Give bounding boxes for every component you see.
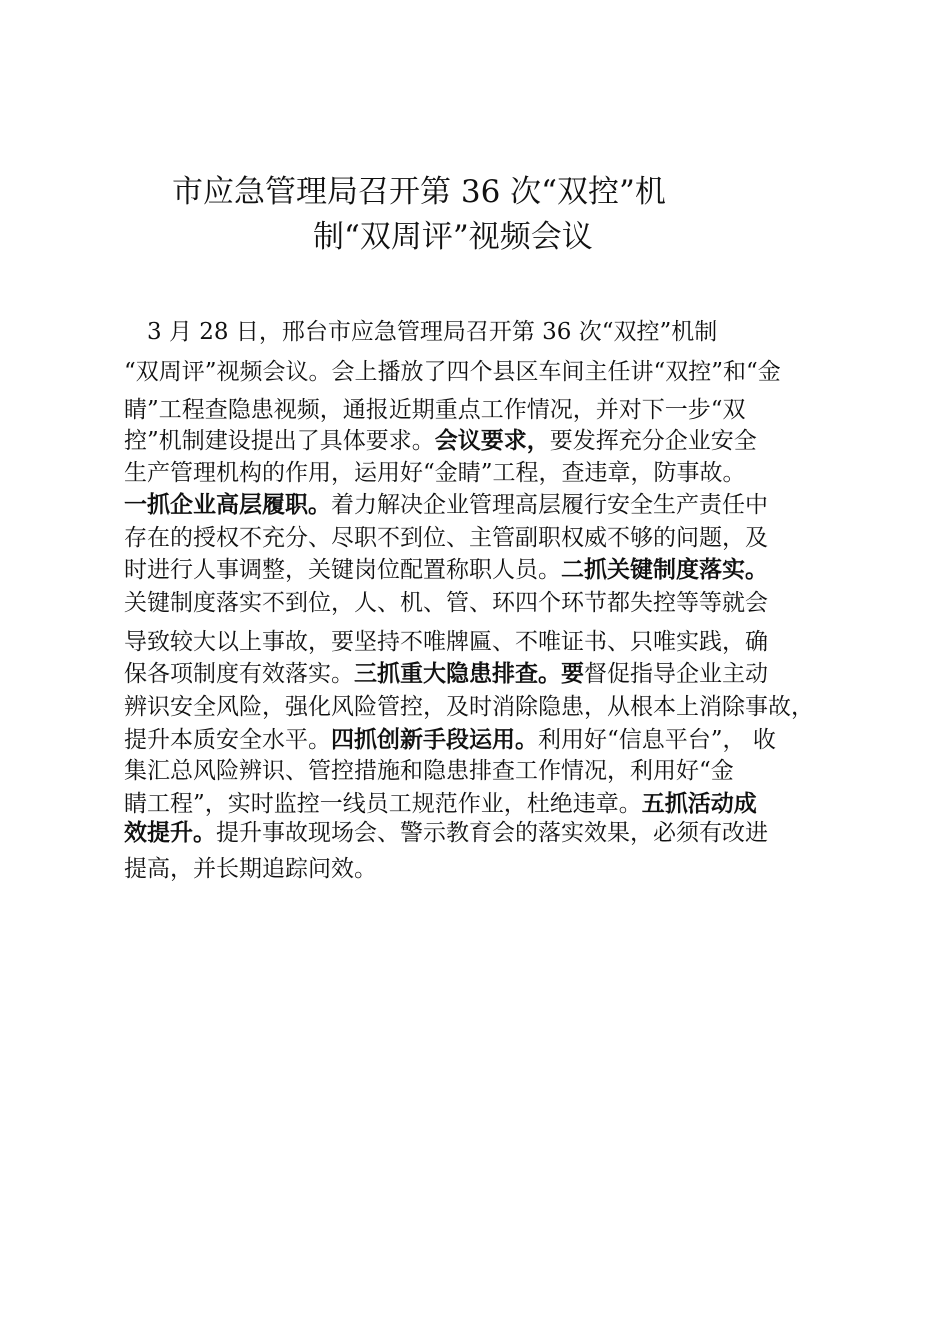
body-line bbox=[124, 818, 768, 848]
text-run: 控”机制建设提出了具体要求。 bbox=[124, 428, 435, 454]
text-run: 生产管理机构的作用，运用好“金睛”工程，查违章，防事故。 bbox=[124, 460, 746, 486]
body-line bbox=[124, 317, 717, 347]
body-line bbox=[124, 854, 377, 884]
text-run: 利用好“信息平台”， 收 bbox=[538, 727, 776, 753]
text-run: 提升本质安全水平。 bbox=[124, 727, 331, 753]
body-line bbox=[124, 555, 768, 585]
text-run: 着力解决企业管理高层履行安全生产责任中 bbox=[331, 492, 768, 518]
text-run: 时进行人事调整，关键岗位配置称职人员。 bbox=[124, 557, 561, 583]
text-run: 督促指导企业主动 bbox=[584, 661, 768, 687]
document-title-line-1: 市应急管理局召开第 36 次“双控”机 bbox=[172, 174, 666, 210]
body-line bbox=[124, 490, 768, 520]
text-run: 保各项制度有效落实。 bbox=[124, 661, 354, 687]
text-run: 要发挥充分企业安全 bbox=[549, 428, 757, 454]
text-run: 导致较大以上事故，要坚持不唯牌匾、不唯证书、只唯实践，确 bbox=[124, 629, 768, 655]
text-run: “双周评”视频会议。会上播放了四个县区车间主任讲“双控”和“金 bbox=[124, 359, 781, 385]
text-run: 关键制度落实不到位，人、机、管、环四个环节都失控等等就会 bbox=[124, 590, 768, 616]
body-line bbox=[124, 756, 734, 786]
bold-run: 一抓企业高层履职。 bbox=[124, 492, 331, 518]
text-run: 3 月 28 日，邢台市应急管理局召开第 36 次“双控”机制 bbox=[124, 319, 718, 345]
body-line bbox=[124, 725, 776, 755]
body-line bbox=[124, 523, 768, 553]
text-run: 睛”工程查隐患视频，通报近期重点工作情况，并对下一步“双 bbox=[124, 397, 746, 423]
body-line bbox=[124, 426, 757, 456]
bold-run: 效提升。 bbox=[124, 820, 216, 846]
body-line bbox=[124, 659, 768, 689]
text-run: 存在的授权不充分、尽职不到位、主管副职权威不够的问题，及 bbox=[124, 525, 768, 551]
document-title-line-2: 制“双周评”视频会议 bbox=[313, 219, 593, 255]
body-line bbox=[124, 395, 746, 425]
body-line bbox=[124, 357, 781, 387]
bold-run: 二抓关键制度落实。 bbox=[561, 557, 768, 583]
bold-run: 五抓活动成 bbox=[641, 791, 757, 817]
body-line bbox=[124, 627, 768, 657]
body-line bbox=[124, 789, 757, 819]
text-run: 辨识安全风险，强化风险管控，及时消除隐患，从根本上消除事故， bbox=[124, 694, 814, 720]
text-run: 集汇总风险辨识、管控措施和隐患排查工作情况，利用好“金 bbox=[124, 758, 734, 784]
bold-run: 四抓创新手段运用。 bbox=[331, 727, 538, 753]
body-line bbox=[124, 692, 814, 722]
bold-run: 三抓重大隐患排查。要 bbox=[354, 661, 584, 687]
text-run: 睛工程”，实时监控一线员工规范作业，杜绝违章。 bbox=[124, 791, 642, 817]
body-line bbox=[124, 588, 768, 618]
text-run: 提升事故现场会、警示教育会的落实效果，必须有改进 bbox=[216, 820, 768, 846]
body-line bbox=[124, 458, 746, 488]
bold-run: 会议要求， bbox=[434, 428, 550, 454]
text-run: 提高，并长期追踪问效。 bbox=[124, 856, 377, 882]
